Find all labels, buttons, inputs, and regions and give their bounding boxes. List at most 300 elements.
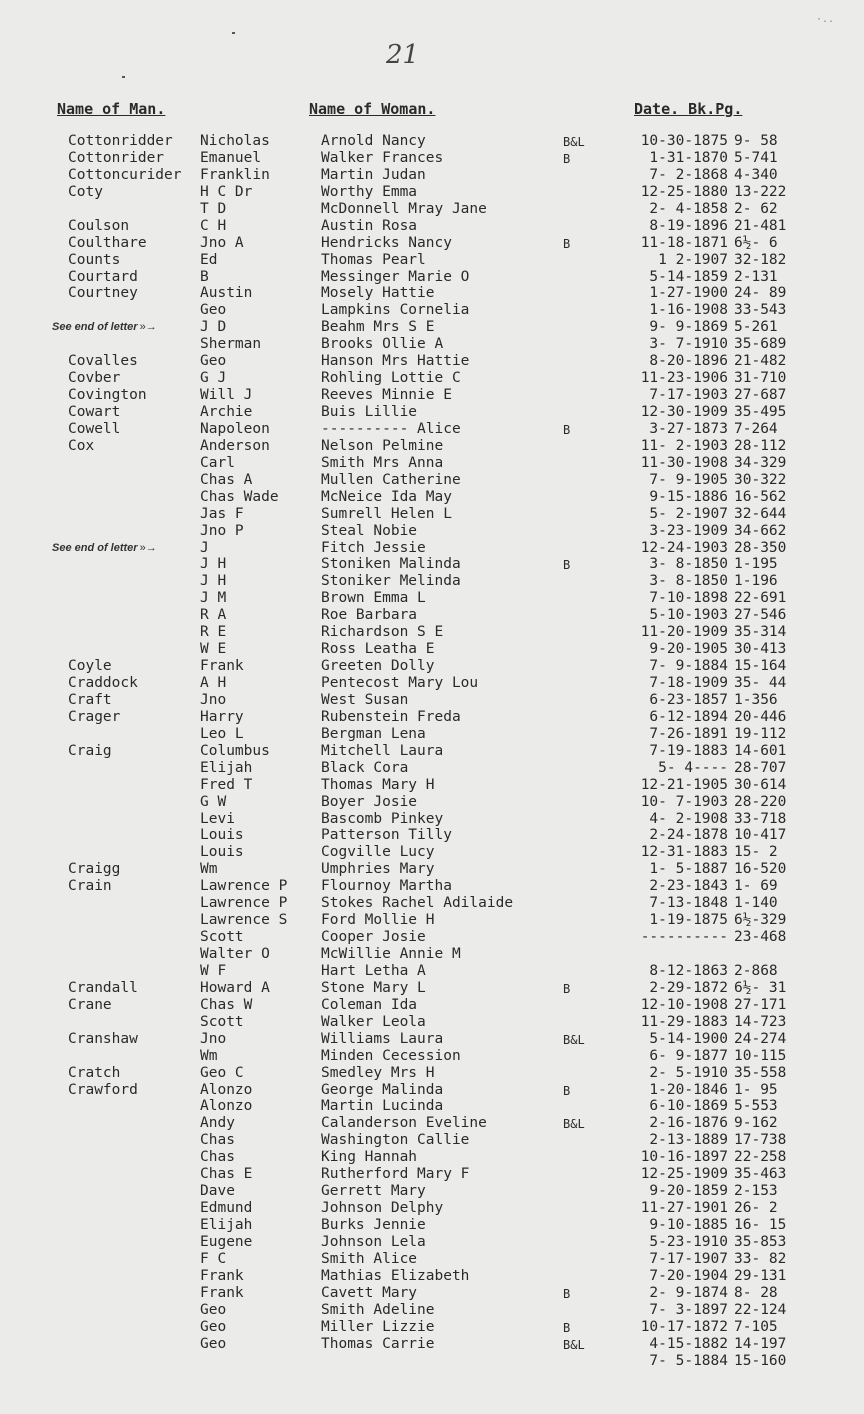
book-page: 22-258: [734, 1149, 787, 1166]
given-name: Chas: [200, 1149, 235, 1166]
header-date-book-page: Date. Bk.Pg.: [634, 100, 743, 118]
arrow-right-icon: »→: [139, 541, 157, 554]
margin-note-text: See end of letter: [52, 321, 138, 334]
given-name: Frank: [200, 1267, 244, 1284]
woman-name: Calanderson Eveline: [321, 1115, 487, 1132]
woman-name: Walker Leola: [321, 1013, 426, 1030]
book-page: 27-687: [734, 387, 787, 404]
book-page: 2-131: [734, 268, 778, 285]
margin-note: [52, 542, 157, 554]
record-row: [0, 235, 864, 252]
book-page: 7-264: [734, 420, 778, 437]
woman-name: Hanson Mrs Hattie: [321, 353, 470, 370]
book-page: 2-153: [734, 1183, 778, 1200]
book-page: 5-741: [734, 149, 778, 166]
woman-name: Thomas Mary H: [321, 776, 435, 793]
given-name: Geo: [200, 1301, 227, 1318]
woman-name: Stone Mary L: [321, 979, 426, 996]
surname: Cottonridder: [68, 133, 173, 149]
woman-name: ---------- Alice: [321, 420, 461, 437]
record-row: [0, 184, 864, 201]
book-page: 32-644: [734, 505, 787, 522]
marriage-date: 5-23-1910: [649, 1233, 728, 1250]
record-note: B: [563, 1320, 571, 1335]
book-page: 15-160: [734, 1352, 787, 1369]
record-row: [0, 404, 864, 421]
record-row: [0, 777, 864, 794]
margin-note-text: See end of letter: [52, 541, 138, 554]
surname: Crane: [68, 996, 112, 1013]
book-page: 2-868: [734, 962, 778, 979]
book-page: 33-718: [734, 810, 787, 827]
marriage-date: 9-15-1886: [649, 488, 728, 505]
woman-name: Black Cora: [321, 759, 409, 776]
given-name: Jno: [200, 691, 227, 708]
book-page: 35-853: [734, 1233, 787, 1250]
given-name: R A: [200, 607, 227, 624]
book-page: 28-220: [734, 793, 787, 810]
book-page: 16- 15: [734, 1217, 787, 1233]
surname: Counts: [68, 251, 121, 268]
marriage-date: 11-30-1908: [640, 454, 728, 471]
given-name: J H: [200, 573, 227, 590]
surname: Covber: [68, 370, 121, 387]
book-page: 9- 58: [734, 133, 778, 149]
record-note: B: [563, 1083, 571, 1098]
record-row: [0, 1268, 864, 1285]
marriage-date: 5-14-1859: [649, 268, 728, 285]
surname: Covington: [68, 387, 147, 404]
woman-name: Rutherford Mary F: [321, 1166, 470, 1183]
record-row: [0, 794, 864, 811]
given-name: J: [200, 539, 209, 556]
header-name-of-woman: Name of Woman.: [309, 100, 436, 118]
marriage-date: 11-23-1906: [640, 370, 728, 387]
marriage-date: 5-14-1900: [649, 1030, 728, 1047]
book-page: 6½- 6: [734, 234, 778, 251]
given-name: Will J: [200, 387, 253, 404]
book-page: 14-601: [734, 742, 787, 759]
woman-name: Sumrell Helen L: [321, 505, 452, 522]
record-row: [0, 1082, 864, 1099]
given-name: A H: [200, 675, 227, 691]
record-row: [0, 1031, 864, 1048]
book-page: 2- 62: [734, 200, 778, 217]
woman-name: Miller Lizzie: [321, 1318, 435, 1335]
record-row: [0, 861, 864, 878]
woman-name: Williams Laura: [321, 1030, 444, 1047]
surname: Coyle: [68, 658, 112, 675]
woman-name: Nelson Pelmine: [321, 437, 444, 454]
marriage-date: 8-20-1896: [649, 353, 728, 370]
marriage-date: 3- 8-1850: [649, 556, 728, 573]
record-row: [0, 997, 864, 1014]
given-name: Scott: [200, 929, 244, 946]
record-row: [0, 963, 864, 980]
book-page: 35- 44: [734, 675, 787, 691]
marriage-date: 9-10-1885: [649, 1217, 728, 1233]
marriage-date: 11-27-1901: [640, 1200, 728, 1217]
woman-name: Umphries Mary: [321, 861, 435, 878]
given-name: Geo: [200, 1318, 227, 1335]
record-row: [0, 895, 864, 912]
page-number: 21: [386, 40, 420, 70]
surname: Cottonrider: [68, 149, 165, 166]
book-page: 24-274: [734, 1030, 787, 1047]
book-page: 28-112: [734, 437, 787, 454]
given-name: Chas Wade: [200, 488, 279, 505]
record-row: [0, 658, 864, 675]
record-row: [0, 726, 864, 743]
woman-name: Mosely Hattie: [321, 285, 435, 302]
given-name: Jno: [200, 1030, 227, 1047]
woman-name: Richardson S E: [321, 624, 444, 641]
book-page: 15- 2: [734, 844, 778, 861]
record-row: [0, 150, 864, 167]
given-name: Geo: [200, 353, 227, 370]
record-row: [0, 743, 864, 760]
marriage-date: 7-18-1909: [649, 675, 728, 691]
record-row: [0, 1251, 864, 1268]
woman-name: Mathias Elizabeth: [321, 1267, 470, 1284]
marriage-date: 9-20-1859: [649, 1183, 728, 1200]
marriage-date: 3-23-1909: [649, 522, 728, 539]
woman-name: Brooks Ollie A: [321, 336, 444, 353]
record-row: [0, 980, 864, 997]
surname: Cowell: [68, 420, 121, 437]
book-page: 10-115: [734, 1047, 787, 1064]
given-name: T D: [200, 200, 227, 217]
record-row: [0, 387, 864, 404]
record-row: [0, 1098, 864, 1115]
marriage-date: ----------: [640, 929, 728, 946]
record-row: [0, 844, 864, 861]
marriage-date: 1 2-1907: [658, 251, 728, 268]
book-page: 5-553: [734, 1098, 778, 1115]
marriage-date: 5-10-1903: [649, 607, 728, 624]
record-row: [0, 370, 864, 387]
record-row: [0, 336, 864, 353]
given-name: Geo C: [200, 1064, 244, 1081]
record-row: [0, 523, 864, 540]
record-row: [0, 133, 864, 150]
woman-name: Mitchell Laura: [321, 742, 444, 759]
record-row: [0, 946, 864, 963]
woman-name: Burks Jennie: [321, 1217, 426, 1233]
woman-name: Johnson Delphy: [321, 1200, 444, 1217]
record-row: [0, 1048, 864, 1065]
given-name: Franklin: [200, 166, 270, 183]
woman-name: Martin Judan: [321, 166, 426, 183]
book-page: 1-195: [734, 556, 778, 573]
record-row: [0, 760, 864, 777]
given-name: G W: [200, 793, 227, 810]
given-name: Louis: [200, 844, 244, 861]
record-row: [0, 1132, 864, 1149]
marriage-date: 7-17-1903: [649, 387, 728, 404]
book-page: 22-124: [734, 1301, 787, 1318]
woman-name: Pentecost Mary Lou: [321, 675, 479, 691]
marriage-date: 11- 2-1903: [640, 437, 728, 454]
record-note: B&L: [563, 1337, 585, 1352]
book-page: 35-689: [734, 336, 787, 353]
book-page: 19-112: [734, 725, 787, 742]
record-row: [0, 1319, 864, 1336]
marriage-date: 9-20-1905: [649, 641, 728, 658]
record-row: [0, 624, 864, 641]
book-page: 27-546: [734, 607, 787, 624]
surname: Courtney: [68, 285, 138, 302]
marriage-date: 12-25-1880: [640, 183, 728, 200]
record-row: [0, 472, 864, 489]
surname: Coulthare: [68, 234, 147, 251]
marriage-date: 10-17-1872: [640, 1318, 728, 1335]
given-name: Wm: [200, 861, 218, 878]
given-name: Edmund: [200, 1200, 253, 1217]
book-page: 13-222: [734, 183, 787, 200]
woman-name: Ross Leatha E: [321, 641, 435, 658]
woman-name: Stoniker Melinda: [321, 573, 461, 590]
surname: Craft: [68, 691, 112, 708]
marriage-date: 1-16-1908: [649, 302, 728, 319]
woman-name: Smedley Mrs H: [321, 1064, 435, 1081]
woman-name: Bascomb Pinkey: [321, 810, 444, 827]
record-note: B&L: [563, 1117, 585, 1132]
woman-name: Ford Mollie H: [321, 912, 435, 929]
book-page: 5-261: [734, 319, 778, 336]
surname: Craig: [68, 742, 112, 759]
given-name: Chas: [200, 1132, 235, 1149]
record-row: [0, 218, 864, 235]
woman-name: Boyer Josie: [321, 793, 418, 810]
marriage-date: 12-30-1909: [640, 404, 728, 420]
record-row: [0, 269, 864, 286]
marriage-date: 12-10-1908: [640, 996, 728, 1013]
marriage-date: 9- 9-1869: [649, 319, 728, 336]
marriage-date: 1-19-1875: [649, 912, 728, 929]
given-name: Archie: [200, 404, 253, 420]
book-page: 20-446: [734, 708, 787, 725]
record-note: B&L: [563, 1032, 585, 1047]
woman-name: Stokes Rachel Adilaide: [321, 895, 514, 912]
marriage-date: 6- 9-1877: [649, 1047, 728, 1064]
woman-name: McNeice Ida May: [321, 488, 452, 505]
surname: Crawford: [68, 1081, 138, 1098]
given-name: Levi: [200, 810, 235, 827]
given-name: Geo: [200, 302, 227, 319]
book-page: 26- 2: [734, 1200, 778, 1217]
marriage-date: 6-23-1857: [649, 691, 728, 708]
woman-name: Greeten Dolly: [321, 658, 435, 675]
given-name: Napoleon: [200, 420, 270, 437]
woman-name: Fitch Jessie: [321, 539, 426, 556]
book-page: 33- 82: [734, 1250, 787, 1267]
book-page: 24- 89: [734, 285, 787, 302]
record-note: B: [563, 151, 571, 166]
record-row: [0, 1353, 864, 1370]
record-row: [0, 1014, 864, 1031]
record-row: [0, 827, 864, 844]
margin-note: [52, 321, 157, 333]
given-name: Lawrence P: [200, 895, 288, 912]
record-row: [0, 455, 864, 472]
record-row: [0, 1234, 864, 1251]
marriage-date: 10-16-1897: [640, 1149, 728, 1166]
marriage-date: 7-17-1907: [649, 1250, 728, 1267]
record-row: [0, 353, 864, 370]
surname: Cranshaw: [68, 1030, 138, 1047]
woman-name: Johnson Lela: [321, 1233, 426, 1250]
given-name: Jno A: [200, 234, 244, 251]
surname: Craigg: [68, 861, 121, 878]
given-name: B: [200, 268, 209, 285]
woman-name: Mullen Catherine: [321, 471, 461, 488]
woman-name: Worthy Emma: [321, 183, 418, 200]
surname: Crain: [68, 878, 112, 895]
record-row: [0, 1166, 864, 1183]
given-name: Lawrence S: [200, 912, 288, 929]
woman-name: King Hannah: [321, 1149, 418, 1166]
record-row: [0, 878, 864, 895]
record-row: [0, 285, 864, 302]
woman-name: Thomas Pearl: [321, 251, 426, 268]
record-row: [0, 912, 864, 929]
book-page: 32-182: [734, 251, 787, 268]
marriage-date: 7-10-1898: [649, 590, 728, 607]
record-note: B: [563, 1286, 571, 1301]
given-name: Chas A: [200, 471, 253, 488]
marriage-date: 12-24-1903: [640, 539, 728, 556]
surname: Cottoncurider: [68, 166, 182, 183]
surname: Craddock: [68, 675, 138, 691]
record-row: [0, 675, 864, 692]
given-name: Leo L: [200, 725, 244, 742]
book-page: 1- 69: [734, 878, 778, 895]
marriage-date: 1-20-1846: [649, 1081, 728, 1098]
book-page: 35-495: [734, 404, 787, 420]
surname: Coulson: [68, 217, 130, 234]
record-row: [0, 607, 864, 624]
record-row: [0, 1200, 864, 1217]
marriage-date: 1-27-1900: [649, 285, 728, 302]
surname: Covalles: [68, 353, 138, 370]
marriage-date: 12-21-1905: [640, 776, 728, 793]
record-row: [0, 692, 864, 709]
woman-name: McWillie Annie M: [321, 946, 461, 962]
given-name: Chas W: [200, 996, 253, 1013]
marriage-date: 8-12-1863: [649, 962, 728, 979]
woman-name: Beahm Mrs S E: [321, 319, 435, 336]
woman-name: Rohling Lottie C: [321, 370, 461, 387]
given-name: Elijah: [200, 759, 253, 776]
record-row: [0, 590, 864, 607]
woman-name: Steal Nobie: [321, 522, 418, 539]
marriage-date: 6-12-1894: [649, 708, 728, 725]
woman-name: Brown Emma L: [321, 590, 426, 607]
given-name: W E: [200, 641, 227, 658]
book-page: 33-543: [734, 302, 787, 319]
record-row: [0, 573, 864, 590]
woman-name: Hart Letha A: [321, 962, 426, 979]
book-page: 28-350: [734, 539, 787, 556]
woman-name: Smith Mrs Anna: [321, 454, 444, 471]
woman-name: Lampkins Cornelia: [321, 302, 470, 319]
marriage-date: 4-15-1882: [649, 1335, 728, 1352]
marriage-date: 1- 5-1887: [649, 861, 728, 878]
woman-name: Smith Adeline: [321, 1301, 435, 1318]
book-page: 8- 28: [734, 1284, 778, 1301]
woman-name: Buis Lillie: [321, 404, 418, 420]
woman-name: Austin Rosa: [321, 217, 418, 234]
record-row: [0, 1285, 864, 1302]
book-page: 7-105: [734, 1318, 778, 1335]
record-row: [0, 421, 864, 438]
marriage-date: 1-31-1870: [649, 149, 728, 166]
book-page: 27-171: [734, 996, 787, 1013]
given-name: Columbus: [200, 742, 270, 759]
given-name: Eugene: [200, 1233, 253, 1250]
book-page: 4-340: [734, 166, 778, 183]
record-row: [0, 1183, 864, 1200]
book-page: 22-691: [734, 590, 787, 607]
woman-name: Rubenstein Freda: [321, 708, 461, 725]
given-name: Elijah: [200, 1217, 253, 1233]
given-name: Andy: [200, 1115, 235, 1132]
given-name: J D: [200, 319, 227, 336]
given-name: Alonzo: [200, 1098, 253, 1115]
marriage-date: 7- 9-1884: [649, 658, 728, 675]
marriage-date: 2-29-1872: [649, 979, 728, 996]
marriage-date: 2- 4-1858: [649, 200, 728, 217]
marriage-date: 7- 3-1897: [649, 1301, 728, 1318]
given-name: Harry: [200, 708, 244, 725]
marriage-date: 11-20-1909: [640, 624, 728, 641]
woman-name: Gerrett Mary: [321, 1183, 426, 1200]
book-page: 1- 95: [734, 1081, 778, 1098]
marriage-date: 3- 7-1910: [649, 336, 728, 353]
marriage-records-list: [0, 133, 864, 1369]
woman-name: Flournoy Martha: [321, 878, 452, 895]
given-name: Walter O: [200, 946, 270, 962]
woman-name: Walker Frances: [321, 149, 444, 166]
given-name: J H: [200, 556, 227, 573]
book-page: 6½-329: [734, 912, 787, 929]
book-page: 30-413: [734, 641, 787, 658]
book-page: 30-614: [734, 776, 787, 793]
given-name: Wm: [200, 1047, 218, 1064]
marriage-date: 2-13-1889: [649, 1132, 728, 1149]
record-note: B&L: [563, 135, 585, 149]
record-row: [0, 1149, 864, 1166]
arrow-right-icon: »→: [139, 321, 157, 334]
given-name: Nicholas: [200, 133, 270, 149]
book-page: 34-662: [734, 522, 787, 539]
woman-name: Cooper Josie: [321, 929, 426, 946]
book-page: 35-463: [734, 1166, 787, 1183]
marriage-date: 11-18-1871: [640, 234, 728, 251]
given-name: Jas F: [200, 505, 244, 522]
book-page: 34-329: [734, 454, 787, 471]
woman-name: Messinger Marie O: [321, 268, 470, 285]
marriage-date: 2-23-1843: [649, 878, 728, 895]
woman-name: Hendricks Nancy: [321, 234, 452, 251]
record-row: [0, 438, 864, 455]
given-name: F C: [200, 1250, 227, 1267]
book-page: 6½- 31: [734, 979, 787, 996]
marriage-date: 7- 5-1884: [649, 1352, 728, 1369]
record-row: [0, 489, 864, 506]
given-name: J M: [200, 590, 227, 607]
